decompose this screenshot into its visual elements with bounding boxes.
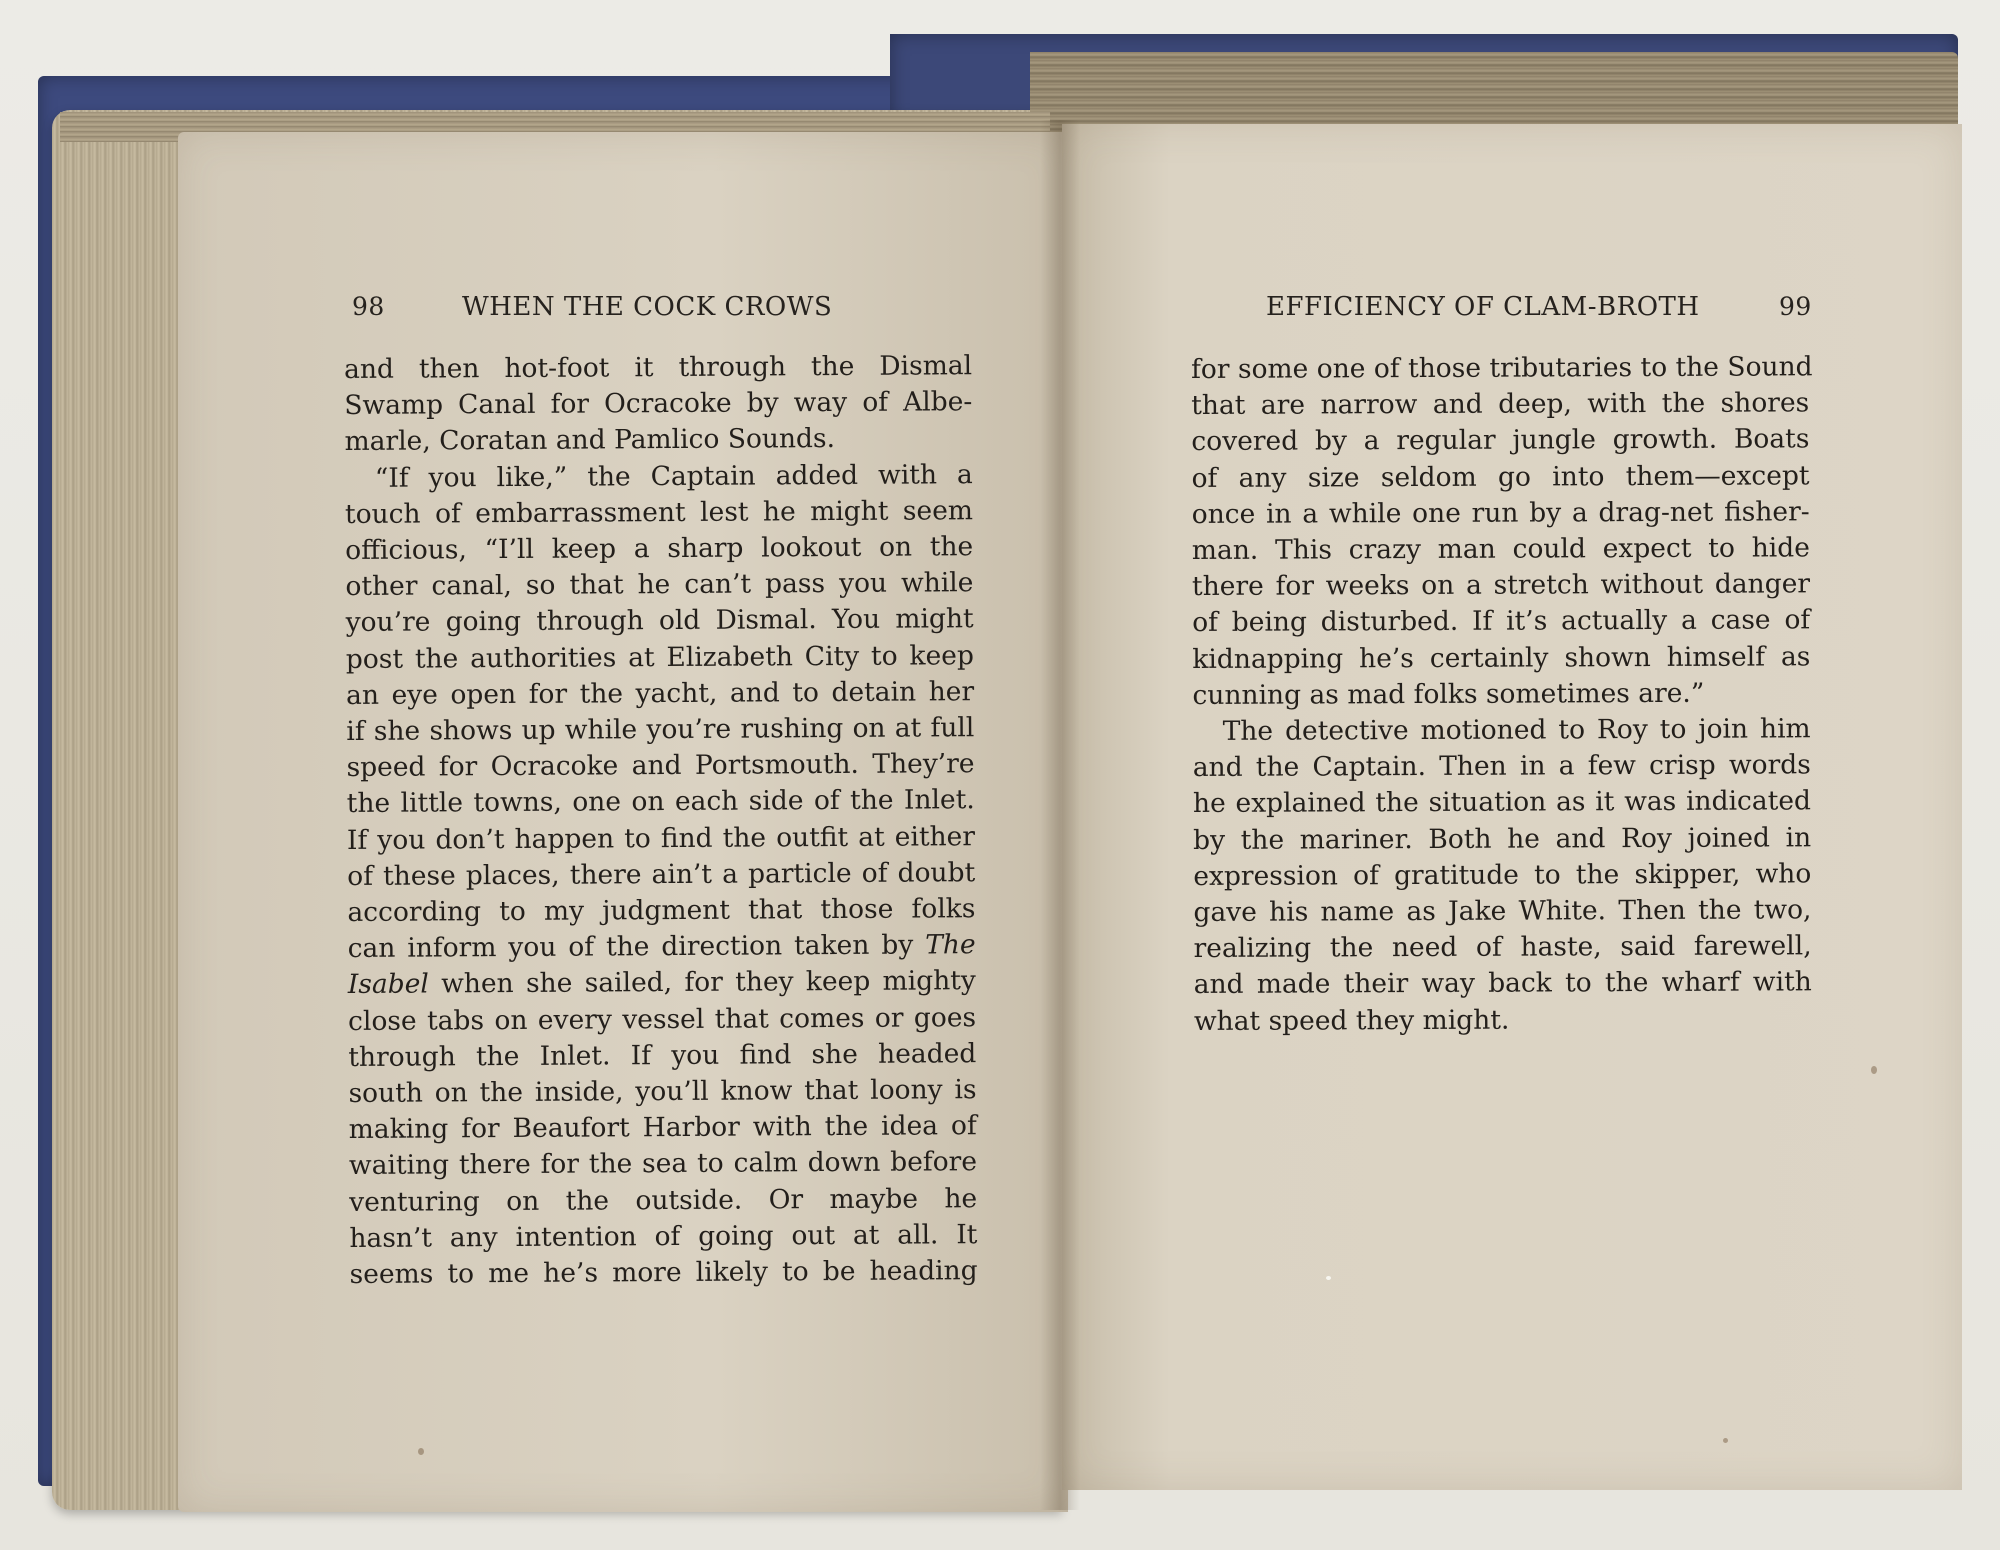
text-line: what speed they might. — [1193, 1004, 1510, 1037]
text-line: and the Captain. Then in a few crisp words — [1192, 749, 1811, 784]
text-line: venturing on the outside. Or maybe he — [349, 1182, 978, 1218]
running-head-right: EFFICIENCY OF CLAM-BROTH — [1266, 292, 1700, 322]
text-line: covered by a regular jungle growth. Boats — [1191, 423, 1810, 458]
text-line: south on the inside, you’ll know that loony is — [348, 1074, 977, 1110]
text-line: If you don’t happen to find the outfit at either — [346, 820, 976, 856]
text-line: for some one of those tributaries to the Sound — [1191, 351, 1813, 385]
text-line: touch of embarrassment lest he might seem — [344, 494, 974, 530]
text-line: there for weeks on a stretch without danger — [1191, 568, 1811, 603]
text-line: marle, Coratan and Pamlico Sounds. — [344, 423, 836, 458]
text-line: other canal, so that he can’t pass you while — [345, 567, 974, 603]
text-line: if she shows up while you’re rushing on at full — [346, 712, 975, 748]
text-line — [348, 927, 976, 967]
text-line: The detective motioned to Roy to join him — [1222, 713, 1811, 747]
text-line: he explained the situation as it was indicated — [1192, 785, 1812, 820]
text-line: cunning as mad folks sometimes are.” — [1192, 677, 1705, 711]
ship-name-italic: Isabel — [347, 968, 429, 1001]
text-line: through the Inlet. If you find she headed — [348, 1038, 977, 1073]
text-line: an eye open for the yacht, and to detain her — [346, 675, 975, 711]
text-line: once in a while one run by a drag-net fisher- — [1191, 496, 1810, 530]
text-line: that are narrow and deep, with the shores — [1191, 387, 1810, 422]
paper-speck — [418, 1448, 424, 1455]
text-line: and made their way back to the wharf with — [1193, 966, 1812, 1001]
page-number-right: 99 — [1779, 292, 1812, 321]
text-line: and then hot-foot it through the Dismal — [344, 350, 973, 385]
paper-speck — [1326, 1276, 1331, 1280]
text-line: post the authorities at Elizabeth City to keep — [345, 639, 974, 675]
text-segment: when she sailed, for they keep mighty — [428, 965, 976, 1000]
text-line: of any size seldom go into them—except — [1191, 459, 1810, 494]
page-number-left: 98 — [352, 292, 385, 321]
paper-speck — [1871, 1066, 1877, 1074]
text-line: kidnapping he’s certainly shown himself as — [1192, 640, 1811, 675]
text-line: the little towns, one on each side of the Inlet. — [346, 784, 975, 820]
text-line: speed for Ocracoke and Portsmouth. They’re — [346, 748, 975, 784]
text-line: you’re going through old Dismal. You might — [345, 603, 974, 639]
text-line: waiting there for the sea to calm down before — [348, 1146, 978, 1182]
ship-name-italic: The — [925, 929, 976, 961]
text-line: expression of gratitude to the skipper, who — [1193, 858, 1812, 892]
text-line: gave his name as Jake White. Then the two, — [1193, 894, 1812, 929]
text-line: Swamp Canal for Ocracoke by way of Albe- — [344, 386, 973, 422]
paper-speck — [1723, 1438, 1728, 1443]
left-page-text — [344, 348, 978, 1293]
text-line: of being disturbed. If it’s actually a case of — [1192, 604, 1811, 639]
text-line: by the mariner. Both he and Roy joined in — [1193, 821, 1812, 856]
text-line: realizing the need of haste, said farewell, — [1193, 930, 1812, 965]
text-line: hasn’t any intention of going out at all. It — [349, 1219, 978, 1254]
right-page-text — [1191, 349, 1812, 1040]
text-line: according to my judgment that those folks — [347, 893, 976, 929]
book-gutter — [1040, 120, 1080, 1510]
text-line: seems to me he’s more likely to be heading — [349, 1255, 978, 1291]
text-line: officious, “I’ll keep a sharp lookout on the — [345, 531, 974, 567]
text-line: making for Beaufort Harbor with the idea of — [348, 1110, 977, 1146]
text-line: close tabs on every vessel that comes or goes — [347, 1001, 977, 1037]
text-line: “If you like,” the Captain added with a — [374, 458, 973, 494]
running-head-left: WHEN THE COCK CROWS — [462, 292, 833, 322]
text-line — [348, 964, 976, 1004]
text-line: man. This crazy man could expect to hide — [1191, 532, 1810, 567]
text-line: of these places, there ain’t a particle of doubt — [347, 856, 976, 892]
text-segment: can inform you of the direction taken by — [347, 929, 926, 965]
